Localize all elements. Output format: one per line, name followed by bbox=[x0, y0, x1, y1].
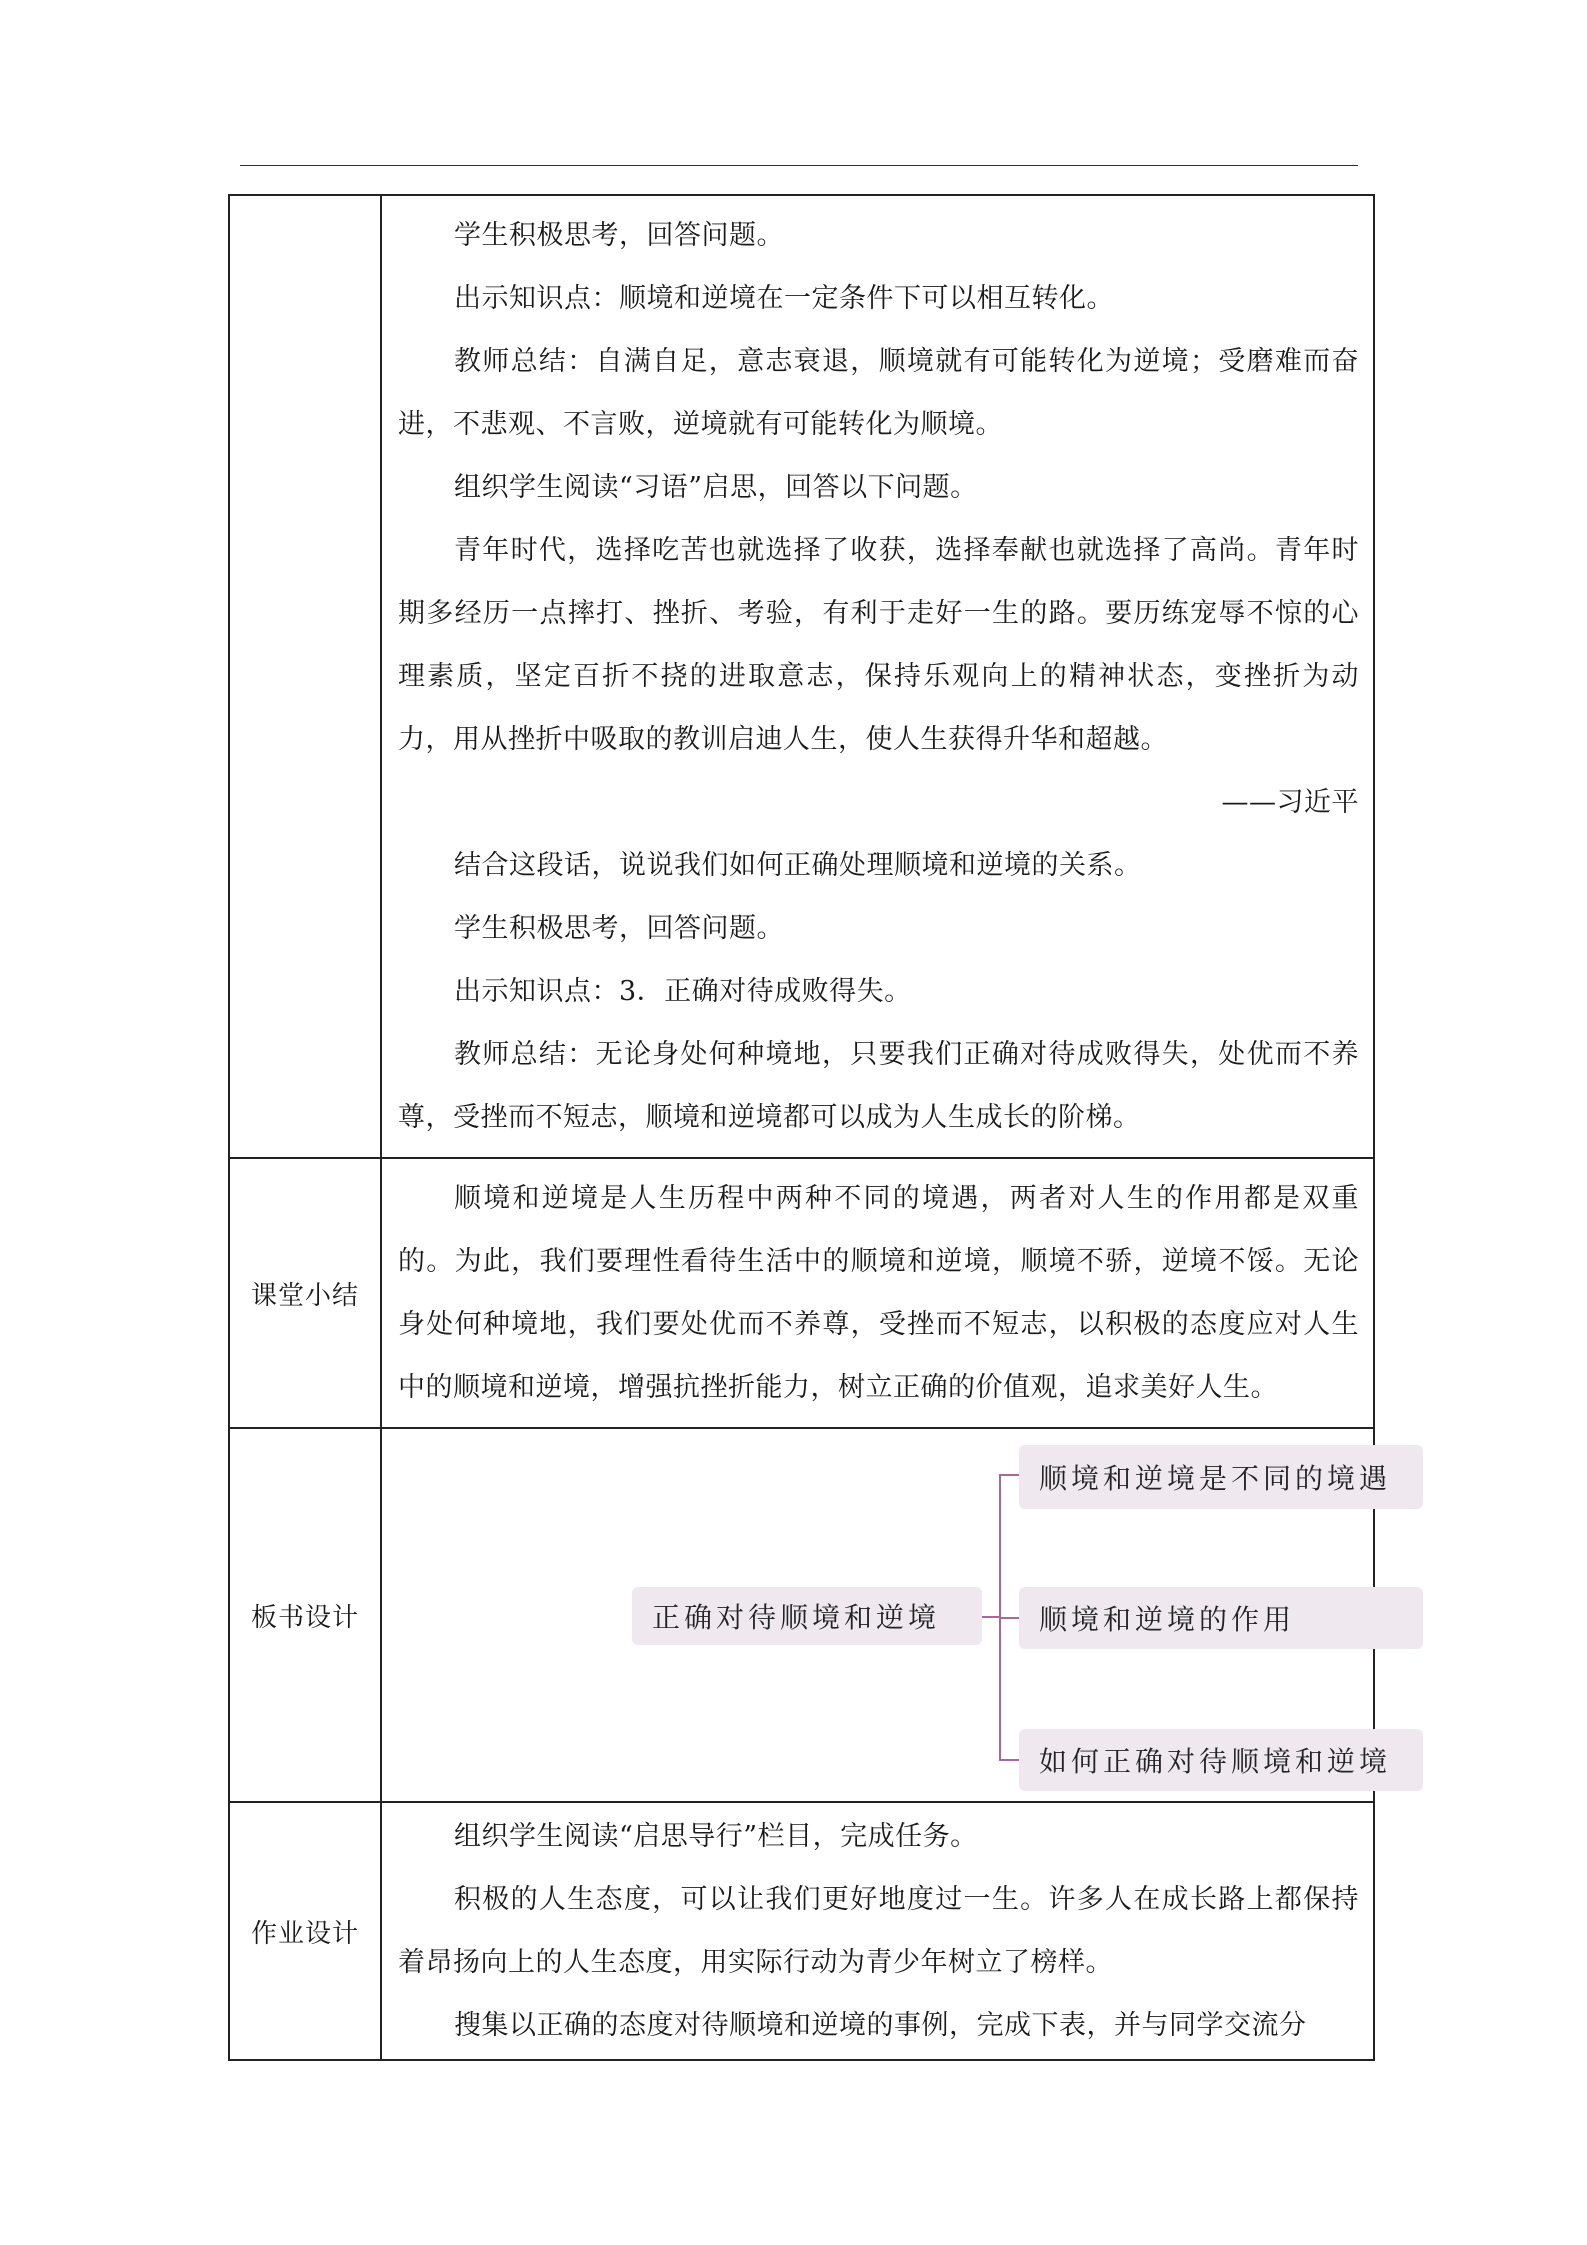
root-connector bbox=[982, 1616, 1000, 1618]
paragraph: 出示知识点：顺境和逆境在一定条件下可以相互转化。 bbox=[454, 283, 1114, 314]
board-row bbox=[229, 1428, 1374, 1802]
board-label: 板书设计 bbox=[229, 1428, 381, 1802]
summary-label: 课堂小结 bbox=[229, 1158, 381, 1428]
teaching-process-row bbox=[229, 195, 1374, 1158]
teaching-process-content bbox=[381, 195, 1374, 1158]
homework-label: 作业设计 bbox=[229, 1802, 381, 2060]
board-diagram bbox=[382, 1429, 1392, 1801]
paragraph: 教师总结：自满自足，意志衰退，顺境就有可能转化为逆境；受磨难而奋进，不悲观、不言败，逆境就有可能转化为顺境。 bbox=[398, 346, 1359, 440]
summary-row bbox=[229, 1158, 1374, 1428]
header-rule bbox=[240, 165, 1358, 166]
board-branch-1: 顺境和逆境是不同的境遇 bbox=[1019, 1445, 1423, 1509]
paragraph: 积极的人生态度，可以让我们更好地度过一生。许多人在成长路上都保持着昂扬向上的人生态度，用实际行动为青少年树立了榜样。 bbox=[398, 1884, 1359, 1978]
branch-connector-1 bbox=[999, 1474, 1019, 1476]
paragraph: 教师总结：无论身处何种境地，只要我们正确对待成败得失，处优而不养尊，受挫而不短志，顺境和逆境都可以成为人生成长的阶梯。 bbox=[398, 1039, 1359, 1133]
paragraph: 组织学生阅读“习语”启思，回答以下问题。 bbox=[454, 472, 978, 503]
homework-content bbox=[381, 1802, 1374, 2060]
homework-row bbox=[229, 1802, 1374, 2060]
paragraph: 学生积极思考，回答问题。 bbox=[454, 913, 784, 944]
paragraph: 学生积极思考，回答问题。 bbox=[454, 220, 784, 251]
board-root-node: 正确对待顺境和逆境 bbox=[632, 1587, 982, 1645]
paragraph: 组织学生阅读“启思导行”栏目，完成任务。 bbox=[454, 1821, 978, 1852]
lesson-plan-table bbox=[228, 194, 1392, 2061]
quote-attribution: ——习近平 bbox=[1221, 787, 1359, 818]
paragraph: 出示知识点：3．正确对待成败得失。 bbox=[454, 976, 912, 1007]
board-branch-2: 顺境和逆境的作用 bbox=[1019, 1587, 1423, 1649]
summary-content bbox=[381, 1158, 1374, 1428]
summary-text: 顺境和逆境是人生历程中两种不同的境遇，两者对人生的作用都是双重的。为此，我们要理性看待生活中的顺境和逆境，顺境不骄，逆境不馁。无论身处何种境地，我们要处优而不养尊，受挫而不短志，以积极的态度应对人生中的顺境和逆境，增强抗挫折能力，树立正确的价值观，追求美好人生。 bbox=[398, 1183, 1359, 1403]
paragraph: 搜集以正确的态度对待顺境和逆境的事例，完成下表，并与同学交流分 bbox=[454, 2010, 1307, 2041]
paragraph: 结合这段话，说说我们如何正确处理顺境和逆境的关系。 bbox=[454, 850, 1142, 881]
quote-paragraph: 青年时代，选择吃苦也就选择了收获，选择奉献也就选择了高尚。青年时期多经历一点摔打、挫折、考验，有利于走好一生的路。要历练宠辱不惊的心理素质，坚定百折不挠的进取意志，保持乐观向上的精神状态，变挫折为动力，用从挫折中吸取的教训启迪人生，使人生获得升华和超越。 bbox=[398, 535, 1359, 755]
branch-connector-3 bbox=[999, 1759, 1019, 1761]
board-content bbox=[381, 1428, 1392, 1802]
branch-connector-2 bbox=[999, 1617, 1019, 1619]
board-branch-3: 如何正确对待顺境和逆境 bbox=[1019, 1729, 1423, 1791]
empty-label-cell bbox=[229, 195, 381, 1158]
